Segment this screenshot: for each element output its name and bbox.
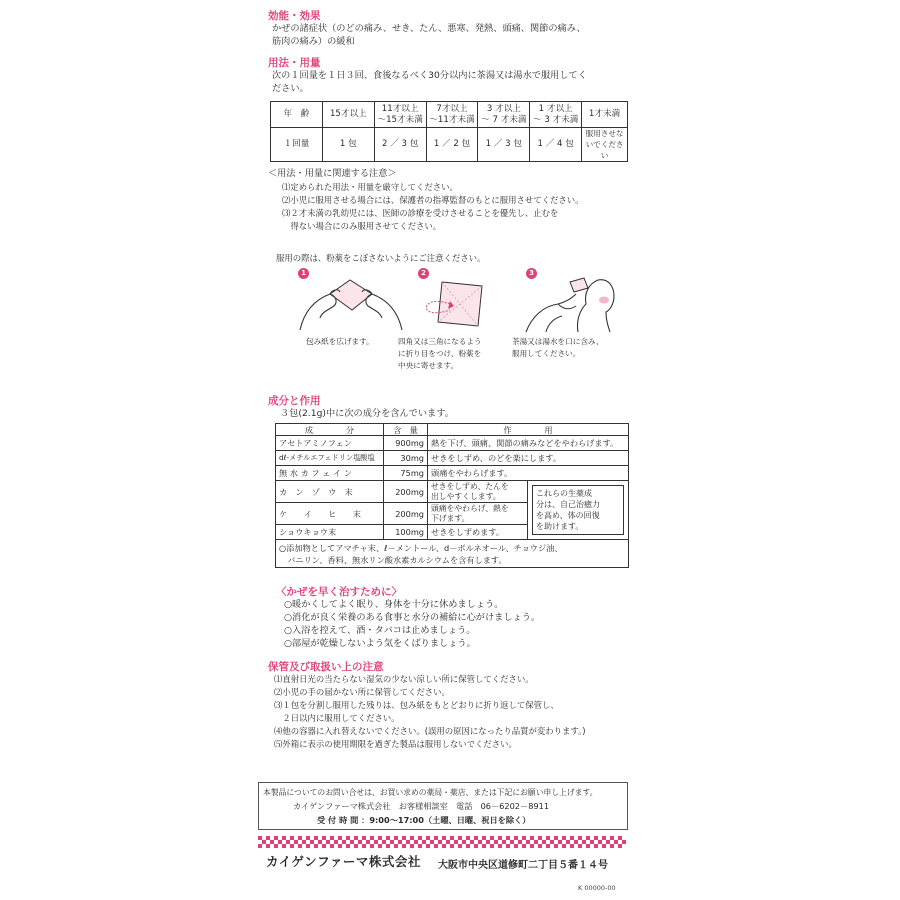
dose-amount-cell: 服用させな いでください: [582, 128, 628, 162]
dose-age-cell: 11才以上 ～15才未満: [374, 102, 426, 128]
dose-amount-cell: 1 ／ 2 包: [426, 128, 478, 162]
howto-intro: 服用の際は、粉薬をこぼさないようにご注意ください。: [276, 253, 486, 263]
step-caption: 中央に寄せます。: [398, 361, 459, 370]
dosage-title: 用法・用量: [268, 57, 321, 69]
ingredient-amount: 900mg: [384, 436, 428, 451]
step-caption: 茶湯又は湯水を口に含み、: [512, 337, 604, 346]
ingredient-amount: 200mg: [384, 503, 428, 525]
efficacy-text-1: かぜの諸症状（のどの痛み、せき、たん、悪寒、発熱、頭痛、関節の痛み、: [272, 23, 586, 34]
ingredient-amount: 100mg: [384, 525, 428, 540]
storage-title: 保管及び取扱い上の注意: [268, 661, 384, 673]
herbal-note: これらの生薬成 分は、自己治癒力 を高め、体の回復 を助けます。: [532, 485, 624, 535]
ingredients-header-amount: 含 量: [384, 424, 428, 436]
dose-age-cell: 1 才以上 ～ 3 才未満: [530, 102, 582, 128]
notes-item: ⑴定められた用法・用量を厳守してください。: [282, 182, 458, 192]
ingredient-action: 熱を下げ、頭痛、関節の痛みなどをやわらげます。: [428, 436, 629, 451]
ingredients-header-name: 成 分: [276, 424, 384, 436]
ingredient-name: ショウキョウ末: [276, 525, 384, 540]
ingredient-name: ケ イ ヒ 末: [276, 503, 384, 525]
dosage-table: [270, 101, 628, 162]
dose-amount-cell: 1 ／ 3 包: [478, 128, 530, 162]
tips-item: ○暖かくしてよく眠り、身体を十分に休めましょう。: [284, 599, 504, 610]
dose-amount-cell: 1 ／ 4 包: [530, 128, 582, 162]
step-caption: に折り目をつけ、粉薬を: [398, 349, 482, 358]
tips-title: 〈かぜを早く治すために〉: [276, 586, 402, 598]
ingredient-action: せきをしずめ、のどを楽にします。: [428, 451, 629, 466]
ingredient-name: 無 水 カ フ ェ イ ン: [276, 466, 384, 481]
herbal-note-cell: [528, 481, 629, 540]
ingredients-header-action: 作 用: [428, 424, 629, 436]
step-number: 3: [526, 268, 537, 279]
company-name: カイゲンファーマ株式会社: [266, 854, 421, 869]
notes-title: ＜用法・用量に関連する注意＞: [268, 168, 397, 179]
checkered-band: [258, 836, 628, 848]
dosage-text-2: ださい。: [272, 83, 309, 94]
contact-hours: 受 付 時 間 ：9:00～17:00（土曜、日曜、祝日を除く）: [317, 815, 531, 825]
step-caption: 包み紙を広げます。: [306, 337, 374, 346]
step-number: 2: [418, 268, 429, 279]
dose-age-cell: 3 才以上 ～ 7 才未満: [478, 102, 530, 128]
ingredients-intro: ３包(2.1g)中に次の成分を含んでいます。: [280, 408, 454, 419]
contact-box: [258, 782, 628, 830]
dose-age-cell: 1才未満: [582, 102, 628, 128]
ingredient-action: 頭痛をやわらげます。: [428, 466, 629, 481]
dose-age-cell: 15才以上: [322, 102, 374, 128]
storage-item: ⑷他の容器に入れ替えないでください。(誤用の原因になったり品質が変わります。): [274, 726, 586, 736]
tips-item: ○入浴を控えて、酒・タバコは止めましょう。: [284, 625, 476, 636]
storage-item: ⑶１包を分割し服用した残りは、包み紙をもとどおりに折り返して保管し、: [274, 700, 559, 710]
storage-item: ⑸外箱に表示の使用期限を過ぎた製品は服用しないでください。: [274, 739, 517, 749]
storage-item: ⑴直射日光の当たらない湿気の少ない涼しい所に保管してください。: [274, 674, 534, 684]
unfold-wrapper-illustration: [292, 272, 410, 332]
ingredients-table: [275, 423, 629, 568]
step-caption: 四角又は三角になるよう: [398, 337, 482, 346]
dose-amount-cell: 2 ／ 3 包: [374, 128, 426, 162]
ingredient-amount: 75mg: [384, 466, 428, 481]
notes-item: ⑶２才未満の乳幼児には、医師の診療を受けさせることを優先し、止むを: [282, 208, 559, 218]
ingredient-amount: 30mg: [384, 451, 428, 466]
efficacy-text-2: 筋肉の痛み）の緩和: [272, 36, 355, 47]
step-number: 1: [298, 268, 309, 279]
dose-amount-header: １回量: [271, 128, 323, 162]
company-address: 大阪市中央区道修町二丁目５番１４号: [438, 860, 608, 871]
document-code: K 00000-00: [578, 884, 616, 892]
storage-item: ⑵小児の手の届かない所に保管してください。: [274, 687, 450, 697]
ingredients-title: 成分と作用: [268, 395, 321, 407]
tips-item: ○消化が良く栄養のある食事と水分の補給に心がけましょう。: [284, 612, 541, 623]
ingredient-action: 頭痛をやわらげ、熱を 下げます。: [428, 503, 528, 525]
notes-item: 得ない場合にのみ服用させてください。: [282, 221, 442, 231]
step-caption: 服用してください。: [512, 349, 581, 358]
ingredient-name: dℓ-メチルエフェドリン塩酸塩: [276, 451, 384, 466]
contact-line: 本製品についてのお問い合せは、お買い求めの薬局・薬店、または下記にお願い申し上げます。: [263, 788, 598, 797]
drink-medicine-illustration: [518, 270, 618, 334]
ingredient-name: カ ン ゾ ウ 末: [276, 481, 384, 503]
additives-note: ○添加物としてアマチャ末、ℓ－メントール、d－ボルネオール、チョウジ油、 バニリン、香料、無水リン酸水素カルシウムを含有します。: [276, 540, 629, 568]
contact-line: カイゲンファーマ株式会社 お客様相談室 電話 06－6202－8911: [293, 801, 550, 811]
ingredient-amount: 200mg: [384, 481, 428, 503]
fold-paper-illustration: [420, 278, 490, 330]
dose-age-cell: 7才以上 ～11才未満: [426, 102, 478, 128]
tips-item: ○部屋が乾燥しないよう気をくばりましょう。: [284, 638, 476, 649]
efficacy-title: 効能・効果: [268, 10, 321, 22]
storage-item: ２日以内に服用してください。: [274, 713, 400, 723]
ingredient-action: せきをしずめ、たんを 出しやすくします。: [428, 481, 528, 503]
ingredient-name: アセトアミノフェン: [276, 436, 384, 451]
dose-age-header: 年 齢: [271, 102, 323, 128]
notes-item: ⑵小児に服用させる場合には、保護者の指導監督のもとに服用させてください。: [282, 195, 584, 205]
dose-amount-cell: 1 包: [322, 128, 374, 162]
ingredient-action: せきをしずめます。: [428, 525, 528, 540]
dosage-text-1: 次の１回量を１日３回、食後なるべく30分以内に茶湯又は湯水で服用してく: [272, 70, 587, 81]
